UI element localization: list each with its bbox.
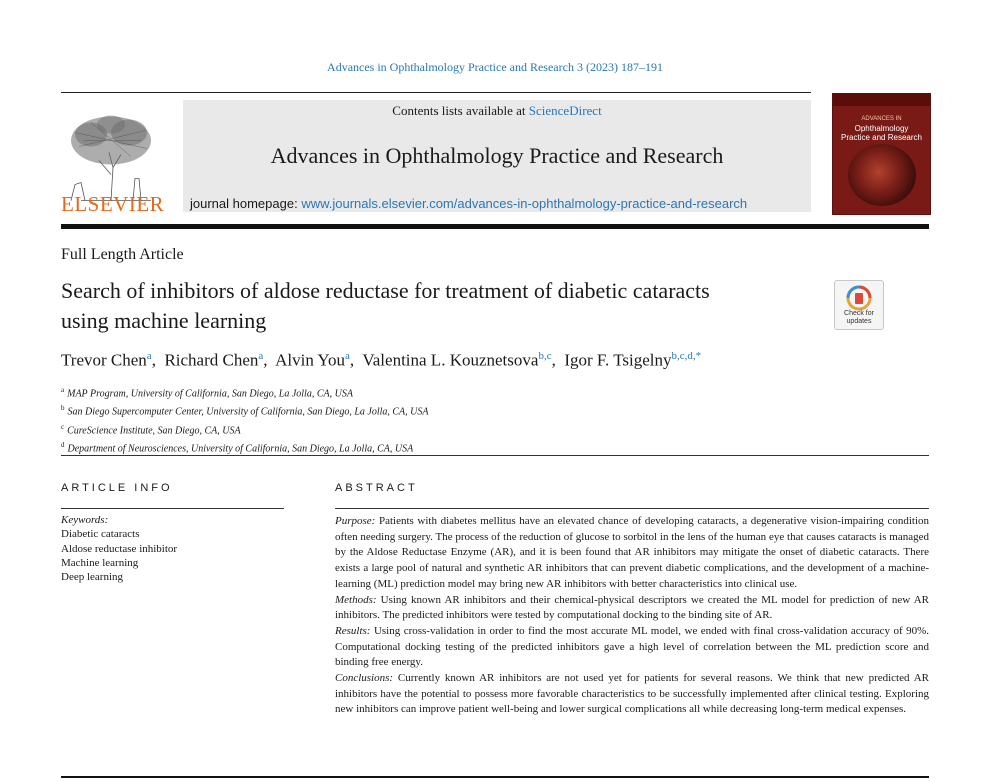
article-title-line-1: Search of inhibitors of aldose reductase for treatment of diabetic cataracts bbox=[61, 278, 710, 303]
author-name[interactable]: Richard Chen bbox=[164, 350, 259, 370]
check-for-updates-label bbox=[835, 310, 883, 326]
keywords-section bbox=[61, 513, 177, 584]
affiliation-text: CureScience Institute, San Diego, CA, USA bbox=[67, 424, 241, 436]
affiliation-text: San Diego Supercomputer Center, University of California, San Diego, La Jolla, CA, USA bbox=[67, 406, 429, 418]
elsevier-wordmark[interactable]: ELSEVIER bbox=[61, 192, 165, 216]
affiliation-item bbox=[61, 383, 429, 401]
abstract-purpose bbox=[335, 514, 929, 593]
affiliation-item bbox=[61, 420, 429, 438]
abstract-results bbox=[335, 624, 929, 671]
author-affiliation-marker[interactable]: a bbox=[345, 350, 350, 362]
contents-prefix: Contents lists available at bbox=[392, 103, 529, 118]
author-affiliation-marker[interactable]: b,c,d,* bbox=[671, 350, 702, 362]
affiliation-marker: b bbox=[61, 404, 65, 413]
affiliation-marker: c bbox=[61, 422, 65, 431]
check-updates-line-1: Check for bbox=[844, 310, 874, 317]
article-info-heading: ARTICLE INFO bbox=[61, 482, 173, 494]
author-list: Trevor Chen$^a$, Richard Chen$^a$, Alvin You$^a$, Valentina L. Kouznetsova$^{b,c}$, Igor F. Tsigelny$^{b,c,d,*}$ bbox=[61, 350, 702, 370]
keyword-item: Deep learning bbox=[61, 571, 123, 584]
article-info-rule bbox=[61, 508, 284, 509]
methods-label: Methods: bbox=[335, 593, 377, 606]
keyword-item: Machine learning bbox=[61, 556, 139, 569]
check-for-updates-icon bbox=[846, 285, 872, 311]
author-affiliation-marker[interactable]: a bbox=[146, 350, 152, 362]
check-for-updates-button[interactable] bbox=[834, 280, 884, 330]
check-updates-line-2: updates bbox=[846, 318, 872, 325]
author-name[interactable]: Igor F. Tsigelny bbox=[564, 350, 672, 370]
journal-cover-image[interactable] bbox=[832, 93, 931, 215]
cover-top-band bbox=[833, 94, 930, 106]
abstract-rule bbox=[335, 508, 929, 509]
cover-line-2: Ophthalmology bbox=[854, 124, 909, 133]
author-affiliation-marker[interactable]: a bbox=[258, 350, 264, 362]
sciencedirect-link[interactable]: ScienceDirect bbox=[528, 103, 602, 118]
author-affiliation-marker[interactable]: b,c bbox=[538, 350, 552, 362]
affiliation-marker: a bbox=[61, 386, 65, 394]
author-name[interactable]: Trevor Chen bbox=[61, 350, 147, 370]
bottom-rule bbox=[61, 776, 929, 778]
cover-title bbox=[833, 124, 930, 142]
keyword-item: Diabetic cataracts bbox=[61, 528, 140, 541]
abstract-conclusions bbox=[335, 671, 929, 718]
conclusions-text: Currently known AR inhibitors are not used yet for patients for several reasons. We think that new predicted AR inhibitors have the potential to possess more favorable characteristics to be successfully implemented after clinical testing. Exploring new inhibitors can improve patient well-being and lower surgical complications all while decreasing long-term medical expenses. bbox=[335, 672, 930, 716]
homepage-prefix: journal homepage: bbox=[190, 196, 302, 211]
cover-eye-illustration bbox=[848, 144, 916, 206]
header-rule-thick bbox=[61, 224, 929, 229]
keywords-label: Keywords: bbox=[61, 514, 109, 526]
article-title-line-2: using machine learning bbox=[61, 308, 267, 333]
journal-title: Advances in Ophthalmology Practice and Research bbox=[270, 143, 724, 168]
methods-text: Using known AR inhibitors and their chemical-physical descriptors we created the ML model for prediction of new AR inhibitors. The predicted inhibitors were tested by computational docking to the binding site of AR. bbox=[335, 593, 930, 622]
abstract-heading: ABSTRACT bbox=[335, 482, 418, 494]
affiliation-marker: d bbox=[61, 440, 65, 449]
results-text: Using cross-validation in order to find the most accurate ML model, we ended with final cross-validation accuracy of 90%. Computational docking testing of the predicted inhibitors gave a high level of correlation between the ML prediction score and binding free energy. bbox=[335, 624, 930, 669]
author-name[interactable]: Alvin You bbox=[275, 350, 346, 370]
section-divider bbox=[61, 455, 929, 456]
results-label: Results: bbox=[335, 624, 371, 637]
abstract-methods bbox=[335, 593, 929, 624]
homepage-link[interactable]: www.journals.elsevier.com/advances-in-ophthalmology-practice-and-research bbox=[301, 196, 748, 211]
cover-line-3: Practice and Research bbox=[841, 133, 922, 142]
affiliation-item bbox=[61, 438, 429, 456]
affiliation-text: MAP Program, University of California, San Diego, La Jolla, CA, USA bbox=[67, 388, 353, 400]
cover-line-1: ADVANCES IN bbox=[861, 116, 902, 122]
purpose-text: Patients with diabetes mellitus have an elevated chance of developing cataracts, a degenerative vision-impairing condition often needing surgery. The process of the reduction of glucose to sorbitol in the lens of the human eye that causes cataracts is managed by the Aldose Reductase Enzyme (AR), and it is been found that AR inhibitors may mitigate the onset of diabetic cataracts. There exists a large pool of natural and synthetic AR inhibitors that can prevent diabetic complications, and the development of a machine-learning (ML) prediction model may bring new AR inhibitors with better characteristics into clinical use. bbox=[335, 515, 929, 590]
journal-homepage bbox=[190, 196, 747, 211]
affiliation-list bbox=[61, 383, 429, 456]
header-rule-top bbox=[61, 92, 811, 93]
author-name[interactable]: Valentina L. Kouznetsova bbox=[362, 350, 539, 370]
affiliation-item bbox=[61, 401, 429, 419]
journal-citation[interactable]: Advances in Ophthalmology Practice and Research 3 (2023) 187–191 bbox=[327, 60, 663, 74]
keyword-item: Aldose reductase inhibitor bbox=[61, 542, 178, 555]
conclusions-label: Conclusions: bbox=[335, 672, 394, 685]
purpose-label: Purpose: bbox=[335, 515, 376, 527]
article-type: Full Length Article bbox=[61, 246, 184, 263]
contents-line bbox=[183, 103, 811, 119]
abstract-body bbox=[335, 514, 929, 718]
article-title bbox=[61, 276, 821, 336]
affiliation-text: Department of Neurosciences, University of California, San Diego, La Jolla, CA, USA bbox=[67, 443, 414, 455]
